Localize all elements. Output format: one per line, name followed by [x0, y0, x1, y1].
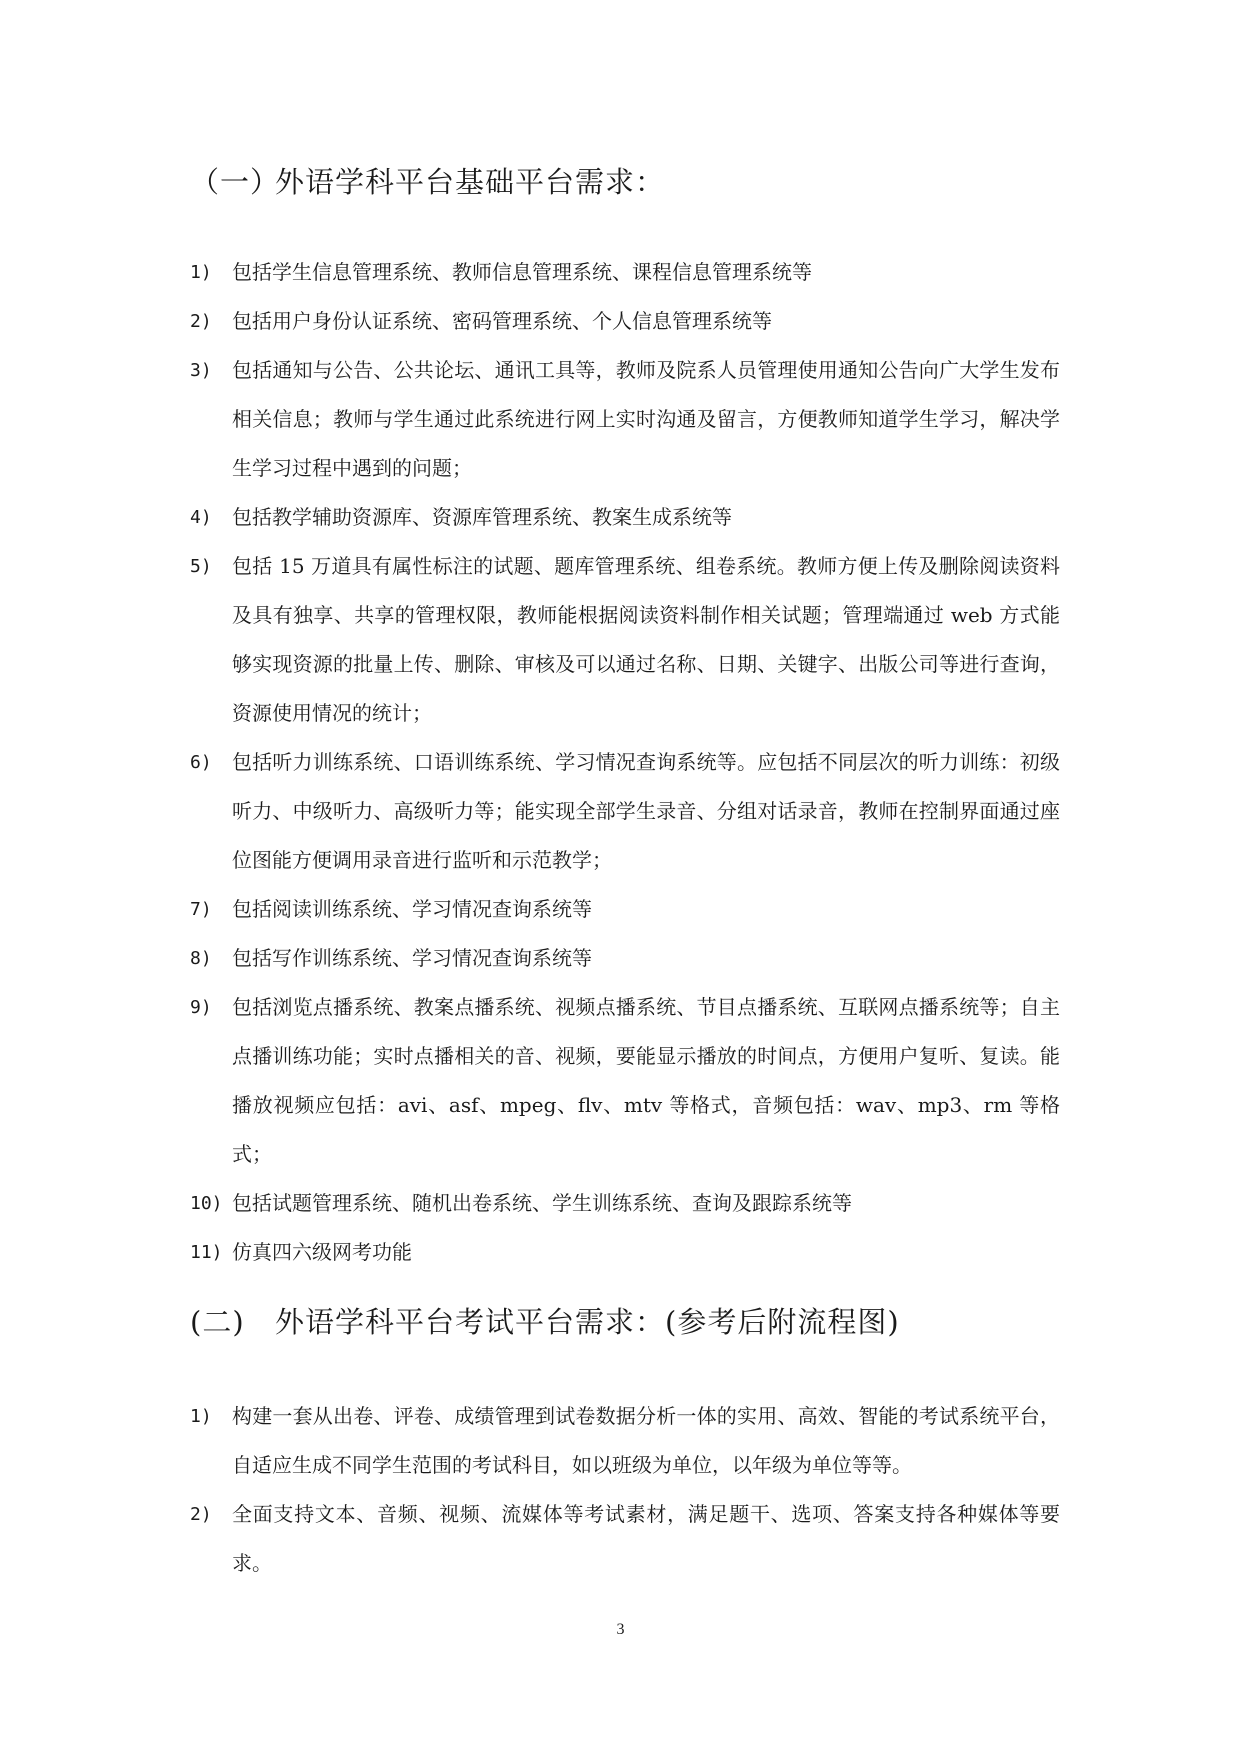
- section-title: 外语学科平台考试平台需求：(参考后附流程图): [275, 1305, 900, 1339]
- item-marker: 1): [190, 1406, 212, 1427]
- item-text: 包括学生信息管理系统、教师信息管理系统、课程信息管理系统等: [232, 260, 812, 284]
- section-number: (二): [190, 1305, 245, 1339]
- list-item: [190, 1490, 1060, 1588]
- item-text: 包括阅读训练系统、学习情况查询系统等: [232, 897, 592, 921]
- item-text: 全面支持文本、音频、视频、流媒体等考试素材，满足题干、选项、答案支持各种媒体等要求。: [232, 1502, 1060, 1575]
- list-item: [190, 738, 1060, 885]
- list-item: [190, 1392, 1060, 1490]
- item-marker: 1): [190, 262, 212, 283]
- item-marker: 7): [190, 899, 212, 920]
- list-item: [190, 542, 1060, 738]
- item-text: 包括通知与公告、公共论坛、通讯工具等，教师及院系人员管理使用通知公告向广大学生发布相关信息；教师与学生通过此系统进行网上实时沟通及留言，方便教师知道学生学习，解决学生学习过程中遇到的问题；: [232, 358, 1060, 480]
- item-marker: 5): [190, 556, 212, 577]
- list-item: [190, 885, 1060, 934]
- item-text: 包括写作训练系统、学习情况查询系统等: [232, 946, 592, 970]
- list-item: [190, 1179, 1060, 1228]
- item-text: 包括浏览点播系统、教案点播系统、视频点播系统、节目点播系统、互联网点播系统等；自主点播训练功能；实时点播相关的音、视频，要能显示播放的时间点，方便用户复听、复读。能播放视频应包括：avi、asf、mpeg、flv、mtv 等格式，音频包括：wav、mp3、rm 等格式；: [232, 995, 1060, 1166]
- requirements-list-1: [190, 248, 1060, 1277]
- section-heading-1: [190, 162, 665, 202]
- item-text: 包括 15 万道具有属性标注的试题、题库管理系统、组卷系统。教师方便上传及删除阅读资料及具有独享、共享的管理权限，教师能根据阅读资料制作相关试题；管理端通过 web 方式能够实现资源的批量上传、删除、审核及可以通过名称、日期、关键字、出版公司等进行查询，资源使用情况的统计；: [232, 554, 1060, 725]
- item-marker: 3): [190, 360, 212, 381]
- item-marker: 10): [190, 1193, 223, 1214]
- item-text: 包括听力训练系统、口语训练系统、学习情况查询系统等。应包括不同层次的听力训练：初级听力、中级听力、高级听力等；能实现全部学生录音、分组对话录音，教师在控制界面通过座位图能方便调用录音进行监听和示范教学；: [232, 750, 1060, 872]
- item-marker: 9): [190, 997, 212, 1018]
- item-marker: 8): [190, 948, 212, 969]
- section-number: （一）: [190, 165, 281, 199]
- item-text: 包括试题管理系统、随机出卷系统、学生训练系统、查询及跟踪系统等: [232, 1191, 852, 1215]
- section-heading-2: [190, 1302, 900, 1342]
- item-marker: 2): [190, 1504, 212, 1525]
- item-text: 仿真四六级网考功能: [232, 1240, 412, 1264]
- page-number: 3: [616, 1621, 625, 1638]
- item-marker: 2): [190, 311, 212, 332]
- requirements-list-2: [190, 1392, 1060, 1588]
- list-item: [190, 934, 1060, 983]
- item-text: 包括教学辅助资源库、资源库管理系统、教案生成系统等: [232, 505, 732, 529]
- list-item: [190, 983, 1060, 1179]
- item-text: 构建一套从出卷、评卷、成绩管理到试卷数据分析一体的实用、高效、智能的考试系统平台，自适应生成不同学生范围的考试科目，如以班级为单位，以年级为单位等等。: [232, 1404, 1060, 1477]
- item-marker: 4): [190, 507, 212, 528]
- item-marker: 11): [190, 1242, 223, 1263]
- item-marker: 6): [190, 752, 212, 773]
- list-item: [190, 346, 1060, 493]
- section-title: 外语学科平台基础平台需求：: [275, 165, 666, 199]
- item-text: 包括用户身份认证系统、密码管理系统、个人信息管理系统等: [232, 309, 772, 333]
- list-item: [190, 493, 1060, 542]
- list-item: [190, 248, 1060, 297]
- list-item: [190, 1228, 1060, 1277]
- list-item: [190, 297, 1060, 346]
